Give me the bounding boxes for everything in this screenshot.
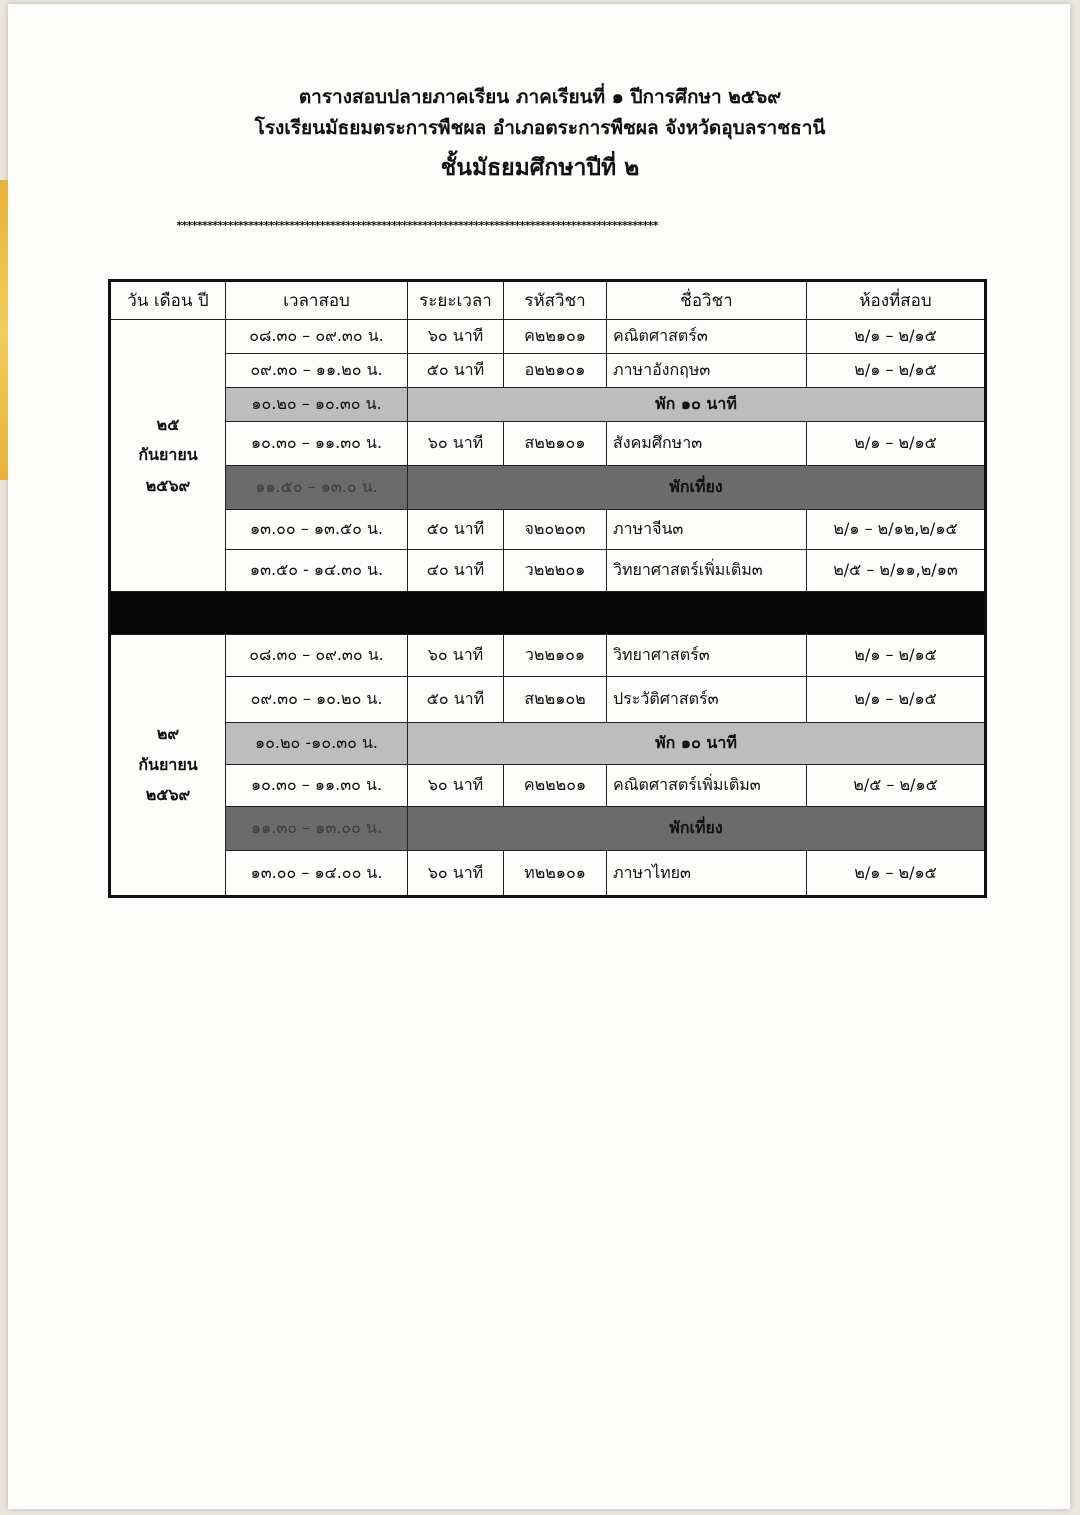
time-cell: ๐๙.๓๐ – ๑๐.๒๐ น. [226, 677, 408, 723]
code-cell: ค๒๒๒๐๑ [504, 765, 607, 807]
duration-cell: ๖๐ นาที [408, 851, 504, 897]
header-room: ห้องที่สอบ [807, 281, 986, 320]
date-year: ๒๕๖๙ [145, 785, 191, 805]
header-time: เวลาสอบ [226, 281, 408, 320]
break-time-cell: ๑๐.๒๐ -๑๐.๓๐ น. [226, 723, 408, 765]
duration-cell: ๕๐ นาที [408, 677, 504, 723]
break-label: พักเที่ยง [408, 466, 986, 510]
day-separator [110, 592, 986, 635]
time-cell: ๑๓.๕๐ - ๑๔.๓๐ น. [226, 550, 408, 592]
duration-cell: ๖๐ นาที [408, 635, 504, 677]
subject-cell: ประวัติศาสตร์๓ [607, 677, 807, 723]
subject-cell: คณิตศาสตร์เพิ่มเติม๓ [607, 765, 807, 807]
date-cell [110, 635, 226, 897]
room-cell: ๒/๑ – ๒/๑๕ [807, 851, 986, 897]
subject-cell: ภาษาจีน๓ [607, 510, 807, 550]
table-row [110, 320, 986, 354]
time-cell: ๐๙.๓๐ – ๑๑.๒๐ น. [226, 354, 408, 388]
table-row [110, 765, 986, 807]
break-label: พัก ๑๐ นาที [408, 723, 986, 765]
break-row [110, 723, 986, 765]
break-time-cell: ๑๐.๒๐ – ๑๐.๓๐ น. [226, 388, 408, 422]
header-date: วัน เดือน ปี [110, 281, 226, 320]
room-cell: ๒/๕ – ๒/๑๑,๒/๑๓ [807, 550, 986, 592]
code-cell: ส๒๒๑๐๑ [504, 422, 607, 466]
date-month: กันยายน [138, 754, 198, 774]
room-cell: ๒/๑ – ๒/๑๒,๒/๑๕ [807, 510, 986, 550]
duration-cell: ๖๐ นาที [408, 765, 504, 807]
table-row [110, 550, 986, 592]
subject-cell: วิทยาศาสตร์เพิ่มเติม๓ [607, 550, 807, 592]
break-time-cell: ๑๑.๓๐ – ๑๓.๐๐ น. [226, 807, 408, 851]
break-label: พักเที่ยง [408, 807, 986, 851]
date-day: ๒๙ [156, 724, 180, 744]
subject-cell: วิทยาศาสตร์๓ [607, 635, 807, 677]
header-code: รหัสวิชา [504, 281, 607, 320]
time-cell: ๑๐.๓๐ – ๑๑.๓๐ น. [226, 422, 408, 466]
day-separator-row [110, 592, 986, 635]
subject-cell: ภาษาไทย๓ [607, 851, 807, 897]
table-row [110, 422, 986, 466]
date-year: ๒๕๖๙ [145, 475, 191, 495]
table-header-row [110, 281, 986, 320]
code-cell: อ๒๒๑๐๑ [504, 354, 607, 388]
subject-cell: สังคมศึกษา๓ [607, 422, 807, 466]
code-cell: ค๒๒๑๐๑ [504, 320, 607, 354]
time-cell: ๐๘.๓๐ – ๐๙.๓๐ น. [226, 320, 408, 354]
time-cell: ๑๓.๐๐ – ๑๓.๕๐ น. [226, 510, 408, 550]
code-cell: ท๒๒๑๐๑ [504, 851, 607, 897]
table-row [110, 851, 986, 897]
room-cell: ๒/๑ – ๒/๑๕ [807, 320, 986, 354]
code-cell: ว๒๒๒๐๑ [504, 550, 607, 592]
code-cell: ส๒๒๑๐๒ [504, 677, 607, 723]
divider-line: ********************************************************************************************** [176, 219, 658, 232]
table-row [110, 354, 986, 388]
grade-level: ชั้นมัธยมศึกษาปีที่ ๒ [440, 155, 640, 181]
time-cell: ๐๘.๓๐ – ๐๙.๓๐ น. [226, 635, 408, 677]
time-cell: ๑๐.๓๐ – ๑๑.๓๐ น. [226, 765, 408, 807]
code-cell: จ๒๐๒๐๓ [504, 510, 607, 550]
table-row [110, 510, 986, 550]
duration-cell: ๕๐ นาที [408, 354, 504, 388]
lunch-break-row [110, 807, 986, 851]
background-edge [0, 180, 8, 480]
room-cell: ๒/๑ – ๒/๑๕ [807, 635, 986, 677]
break-time-cell: ๑๑.๕๐ – ๑๓.๐ น. [226, 466, 408, 510]
subject-cell: ภาษาอังกฤษ๓ [607, 354, 807, 388]
code-cell: ว๒๒๑๐๑ [504, 635, 607, 677]
lunch-break-row [110, 466, 986, 510]
room-cell: ๒/๑ – ๒/๑๕ [807, 677, 986, 723]
break-label: พัก ๑๐ นาที [408, 388, 986, 422]
school-name: โรงเรียนมัธยมตระการพืชผล อำเภอตระการพืชผล จังหวัดอุบลราชธานี [254, 117, 826, 139]
document-title: ตารางสอบปลายภาคเรียน ภาคเรียนที่ ๑ ปีการศึกษา ๒๕๖๙ [298, 86, 782, 108]
room-cell: ๒/๑ – ๒/๑๕ [807, 422, 986, 466]
duration-cell: ๖๐ นาที [408, 320, 504, 354]
exam-schedule-table [108, 279, 987, 898]
table-row [110, 635, 986, 677]
header-duration: ระยะเวลา [408, 281, 504, 320]
break-row [110, 388, 986, 422]
subject-cell: คณิตศาสตร์๓ [607, 320, 807, 354]
room-cell: ๒/๑ – ๒/๑๕ [807, 354, 986, 388]
room-cell: ๒/๕ – ๒/๑๕ [807, 765, 986, 807]
header-subject: ชื่อวิชา [607, 281, 807, 320]
date-day: ๒๕ [156, 414, 180, 434]
date-cell [110, 320, 226, 592]
duration-cell: ๕๐ นาที [408, 510, 504, 550]
duration-cell: ๖๐ นาที [408, 422, 504, 466]
time-cell: ๑๓.๐๐ – ๑๔.๐๐ น. [226, 851, 408, 897]
table-row [110, 677, 986, 723]
duration-cell: ๔๐ นาที [408, 550, 504, 592]
date-month: กันยายน [138, 445, 198, 465]
